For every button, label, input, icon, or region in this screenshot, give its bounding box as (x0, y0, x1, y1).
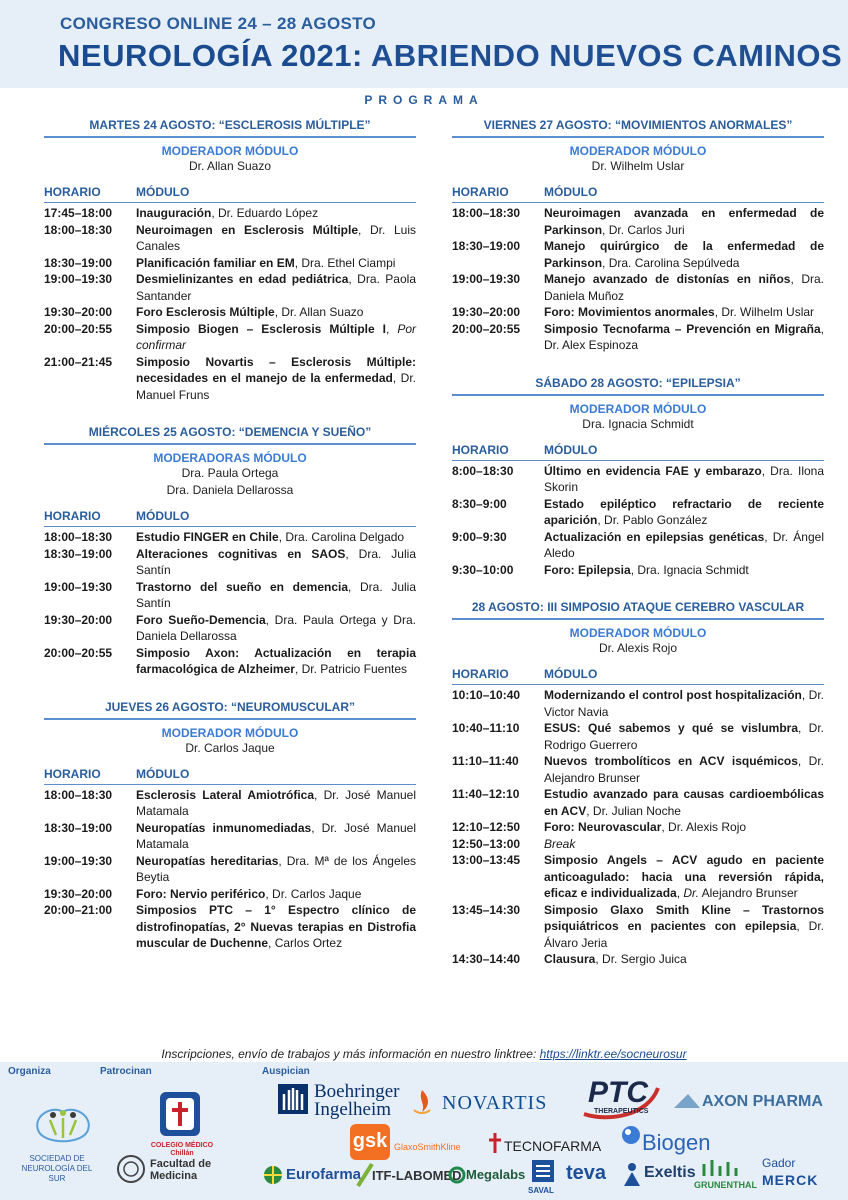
itf-labomed-logo: ITF-LABOMED (372, 1168, 462, 1183)
module-title: Foro: Nervio periférico (136, 886, 266, 901)
module-title: Foro: Epilepsia (544, 562, 631, 577)
module-title: Simposio Novartis – Esclerosis Múltiple: necesidades en el manejo de la enfermedad (136, 354, 416, 385)
row-module (544, 687, 824, 720)
module-title: Simposio Angels – ACV agudo en paciente anticoagulado: hacia una reversión rápida, eficaz e individualizada (544, 853, 824, 900)
table-row (44, 886, 416, 903)
module-title: Foro Sueño-Demencia (136, 612, 266, 627)
row-module (136, 787, 416, 820)
module-title: Neuropatías hereditarias (136, 853, 279, 868)
right-column (452, 118, 824, 968)
module-title: Inauguración (136, 206, 212, 220)
row-module (544, 205, 824, 238)
row-module (136, 529, 416, 546)
module-title: Neuroimagen en Esclerosis Múltiple (136, 222, 359, 237)
table-row (452, 271, 824, 304)
moderator-name: Dr. Allan Suazo (188, 159, 272, 173)
horario-header: HORARIO (452, 185, 509, 199)
table-row (452, 687, 824, 720)
module-speaker: , (676, 886, 684, 900)
row-module (544, 271, 824, 304)
table-row (44, 902, 416, 952)
row-module (544, 786, 824, 819)
module-italic: Por confirmar (136, 321, 417, 352)
day-title: MIÉRCOLES 25 AGOSTO: “DEMENCIA Y SUEÑO” (44, 425, 416, 445)
colegio-medico-shield-icon (158, 1090, 202, 1138)
row-module (544, 852, 824, 902)
module-speaker: , Dr. Alejandro Brunser (544, 754, 824, 785)
programa-heading: PROGRAMA (364, 93, 484, 107)
axon-pharma-logo: AXON PHARMA (702, 1093, 823, 1110)
module-title: Manejo avanzado de distonías en niños (544, 272, 791, 286)
table-row (452, 463, 824, 496)
row-time: 19:00–19:30 (44, 853, 113, 868)
module-speaker: , Dr. Julian Noche (586, 803, 681, 818)
table-row (44, 612, 416, 645)
colegio-medico-text: COLEGIO MÉDICO Chillán (150, 1142, 214, 1157)
left-column (44, 118, 416, 952)
grunenthal-logo: GRUNENTHAL (694, 1180, 757, 1190)
row-time: 11:10–11:40 (452, 754, 519, 768)
moderator-name: Dr. Carlos Jaque (185, 740, 275, 755)
congress-dates: CONGRESO ONLINE 24 – 28 AGOSTO (60, 14, 377, 33)
module-italic: Dr. (683, 886, 699, 900)
schedule-list (452, 461, 824, 579)
row-time: 9:30–10:00 (452, 562, 514, 577)
biogen-dots-icon (620, 1124, 642, 1146)
day-section (452, 376, 824, 579)
day-section (44, 700, 416, 952)
row-time: 14:30–14:40 (452, 952, 521, 966)
ptc-sub: THERAPEUTICS (594, 1108, 649, 1115)
row-time: 20:00–20:55 (44, 321, 113, 336)
module-speaker: , Dr. José Manuel Matamala (136, 787, 417, 818)
module-speaker: , Dr. Rodrigo Guerrero (544, 721, 824, 752)
module-speaker: , Dr. Eduardo López (211, 206, 319, 220)
row-time: 19:00–19:30 (452, 272, 521, 286)
row-module (136, 579, 416, 612)
table-row (452, 836, 824, 853)
schedule-list (452, 685, 824, 968)
table-row (44, 853, 416, 886)
row-module (544, 951, 824, 968)
module-speaker: , Dra. Ignacia Schmidt (630, 562, 749, 577)
module-speaker: , Dr. Allan Suazo (274, 305, 364, 319)
row-time: 10:40–11:10 (452, 721, 520, 735)
modulo-header: MÓDULO (544, 185, 598, 199)
module-speaker: , Dra. Julia Santín (136, 546, 416, 577)
table-row (44, 304, 416, 321)
gsk-sub: GlaxoSmithKline (394, 1142, 461, 1152)
row-module (544, 562, 824, 579)
day-title: MARTES 24 AGOSTO: “ESCLEROSIS MÚLTIPLE” (44, 118, 416, 138)
module-speaker: , Dra. Paula Ortega y Dra. Daniela Dellarossa (136, 612, 416, 643)
row-module (136, 902, 416, 952)
table-row (452, 951, 824, 968)
row-module (544, 304, 824, 321)
module-title: Neuroimagen avanzada en enfermedad de Parkinson (544, 206, 824, 237)
module-speaker: , Dra. Daniela Muñoz (544, 272, 825, 303)
row-time: 21:00–21:45 (44, 354, 113, 369)
moderator-name: Dra. Ignacia Schmidt (582, 416, 694, 431)
row-time: 19:00–19:30 (44, 272, 113, 286)
horario-header: HORARIO (44, 185, 101, 199)
row-module (544, 720, 824, 753)
row-time: 18:00–18:30 (44, 787, 113, 802)
row-module (544, 836, 824, 853)
footer-note-text: Inscripciones, envío de trabajos y más información en nuestro linktree: (161, 1047, 540, 1061)
ptc-logo: PTC (588, 1076, 648, 1109)
schedule-header (452, 667, 824, 685)
module-title: Manejo quirúrgico de la enfermedad de Parkinson (544, 239, 824, 270)
tecnofarma-logo: TECNOFARMA (504, 1138, 602, 1154)
row-time: 20:00–20:55 (452, 321, 521, 336)
module-title: Último en evidencia FAE y embarazo (544, 463, 762, 478)
row-time: 18:00–18:30 (44, 222, 113, 237)
module-speaker: , Dr. Carlos Jaque (265, 886, 362, 901)
organiza-label: Organiza (8, 1066, 51, 1077)
row-module (136, 546, 416, 579)
table-row (44, 645, 416, 678)
schedule-list (44, 203, 416, 403)
module-speaker: , Dr. Manuel Fruns (136, 371, 416, 402)
auspician-label: Auspician (262, 1066, 310, 1077)
moderator-label: MODERADOR MÓDULO (161, 144, 299, 158)
day-title: SÁBADO 28 AGOSTO: “EPILEPSIA” (452, 376, 824, 396)
table-row (452, 720, 824, 753)
row-module (136, 645, 416, 678)
row-module (136, 255, 416, 272)
saval-logo: SAVAL (528, 1186, 554, 1195)
module-title: Foro: Movimientos anormales (544, 305, 715, 319)
module-title: Modernizando el control post hospitalización (544, 688, 802, 702)
table-row (452, 496, 824, 529)
module-speaker: , Dr. Álvaro Jeria (544, 919, 824, 950)
boehringer-line1: Boehringer (314, 1081, 400, 1102)
row-time: 10:10–10:40 (452, 688, 521, 702)
row-module (544, 238, 824, 271)
schedule-header (452, 443, 824, 461)
patrocinan-label: Patrocinan (100, 1066, 152, 1077)
row-time: 20:00–21:00 (44, 903, 113, 917)
module-title: Esclerosis Lateral Amiotrófica (136, 787, 315, 802)
module-title: Foro Esclerosis Múltiple (136, 305, 275, 319)
sns-logo-text: SOCIEDAD DE NEUROLOGÍA DEL SUR (21, 1154, 93, 1183)
module-speaker: , Dr. Sergio Juica (595, 952, 687, 966)
row-time: 8:00–18:30 (452, 463, 514, 478)
module-speaker: , Dr. Victor Navia (544, 688, 824, 719)
table-row (44, 255, 416, 272)
module-title: Estado epiléptico refractario de reciente aparición (544, 496, 824, 527)
table-row (44, 321, 416, 354)
moderator-label: MODERADOR MÓDULO (569, 626, 707, 640)
day-section (452, 118, 824, 354)
row-time: 20:00–20:55 (44, 645, 113, 660)
gador-logo: Gador (762, 1156, 796, 1170)
horario-header: HORARIO (44, 766, 101, 781)
row-time: 8:30–9:00 (452, 496, 507, 511)
moderator-label: MODERADORAS MÓDULO (153, 451, 307, 465)
biogen-logo: Biogen (642, 1130, 711, 1155)
schedule-header (44, 185, 416, 203)
row-module (136, 222, 416, 255)
schedule-header (44, 509, 416, 527)
horario-header: HORARIO (44, 509, 101, 523)
table-row (44, 546, 416, 579)
module-title: Desmielinizantes en edad pediátrica (136, 272, 349, 286)
module-speaker: , Dr. Alexis Rojo (661, 820, 747, 834)
table-row (452, 238, 824, 271)
module-speaker: , Dra. Carolina Sepúlveda (602, 255, 740, 270)
module-speaker: , Dr. Pablo González (597, 513, 708, 527)
moderator-label: MODERADOR MÓDULO (569, 401, 707, 416)
module-title: Trastorno del sueño en demencia (136, 579, 348, 594)
module-title: ESUS: Qué sabemos y qué se vislumbra (544, 721, 798, 735)
module-speaker: , Carlos Ortez (268, 936, 343, 950)
module-title: Estudio avanzado para causas cardioembólicas en ACV (544, 787, 824, 818)
row-time: 12:10–12:50 (452, 820, 521, 834)
module-speaker-2: Alejandro Brunser (698, 886, 798, 900)
module-speaker: , (386, 321, 398, 336)
table-row (44, 354, 416, 404)
moderator-name: Dr. Wilhelm Uslar (591, 159, 685, 173)
moderator-label: MODERADOR MÓDULO (569, 144, 707, 158)
boehringer-emblem-icon (276, 1082, 310, 1116)
linktree-link[interactable]: https://linktr.ee/socneurosur (539, 1047, 687, 1061)
module-title: Nuevos trombolíticos en ACV isquémicos (544, 754, 798, 768)
row-time: 19:30–20:00 (44, 612, 113, 627)
row-module (136, 853, 416, 886)
row-time: 9:00–9:30 (452, 529, 507, 544)
novartis-logo: NOVARTIS (442, 1092, 548, 1114)
row-module (136, 271, 416, 304)
saval-icon (530, 1158, 556, 1184)
row-time: 11:40–12:10 (452, 787, 520, 801)
table-row (452, 819, 824, 836)
row-module (136, 354, 416, 404)
table-row (452, 321, 824, 354)
row-module (544, 902, 824, 952)
row-module (136, 886, 416, 903)
day-section (44, 118, 416, 403)
module-title: Simposios PTC – 1° Espectro clínico de distrofinopatías, 2° Nuevas terapias en Distrofia muscular de Duchenne (136, 903, 416, 950)
footer-note (0, 1047, 848, 1061)
row-module (136, 321, 416, 354)
schedule-list (44, 527, 416, 678)
sns-logo-icon (28, 1100, 98, 1150)
row-module (544, 463, 824, 496)
page-title (58, 38, 842, 74)
university-seal-icon (116, 1154, 146, 1184)
module-speaker: , Dr. Patricio Fuentes (294, 662, 407, 676)
table-row (44, 271, 416, 304)
teva-logo: teva (566, 1162, 607, 1184)
boehringer-line2: Ingelheim (314, 1099, 392, 1120)
modulo-header: MÓDULO (544, 442, 598, 457)
module-title: Foro: Neurovascular (544, 820, 662, 834)
row-module (136, 612, 416, 645)
merck-logo: MERCK (762, 1172, 819, 1188)
module-title: Clausura (544, 952, 596, 966)
module-title: Alteraciones cognitivas en SAOS (136, 546, 346, 561)
table-row (452, 852, 824, 902)
row-module (544, 496, 824, 529)
table-row (452, 786, 824, 819)
row-module (544, 819, 824, 836)
day-title: 28 AGOSTO: III SIMPOSIO ATAQUE CEREBRO VASCULAR (452, 600, 824, 620)
module-title: Simposio Tecnofarma – Prevención en Migraña (544, 321, 821, 336)
row-module (136, 820, 416, 853)
grunenthal-icon (700, 1158, 744, 1178)
row-time: 17:45–18:00 (44, 206, 113, 220)
module-speaker: , Dr. Alex Espinoza (544, 321, 824, 352)
megalabs-logo: Megalabs (466, 1167, 526, 1182)
table-row (452, 902, 824, 952)
table-row (44, 820, 416, 853)
row-time: 18:00–18:30 (44, 530, 113, 544)
module-title: Planificación familiar en EM (136, 255, 295, 270)
module-speaker: , Dr. José Manuel Matamala (136, 820, 416, 851)
module-title: Simposio Axon: Actualización en terapia farmacológica de Alzheimer (136, 645, 416, 676)
novartis-flame-icon (410, 1088, 434, 1114)
row-module (544, 529, 824, 562)
row-module (136, 304, 416, 321)
row-module (544, 753, 824, 786)
table-row (452, 529, 824, 562)
title-part2: ABRIENDO NUEVOS CAMINOS (362, 38, 843, 73)
modulo-header: MÓDULO (136, 185, 190, 199)
row-time: 18:30–19:00 (44, 546, 113, 561)
row-time: 18:00–18:30 (452, 206, 521, 220)
module-title: Simposio Glaxo Smith Kline – Trastornos psiquiátricos en pacientes con epilepsia (544, 902, 824, 933)
table-row (44, 529, 416, 546)
row-module (544, 321, 824, 354)
table-row (452, 205, 824, 238)
modulo-header: MÓDULO (544, 667, 598, 681)
day-title: JUEVES 26 AGOSTO: “NEUROMUSCULAR” (44, 700, 416, 720)
modulo-header: MÓDULO (136, 766, 190, 781)
table-row (44, 579, 416, 612)
schedule-header (452, 185, 824, 203)
module-speaker: , Dra. Mª de los Ángeles Beytia (136, 853, 416, 884)
moderator-name: Dra. Paula Ortega (181, 466, 279, 480)
module-speaker: , Dra. Ethel Ciampi (294, 255, 396, 270)
moderator-name: Dra. Daniela Dellarossa (166, 483, 294, 497)
row-time: 13:00–13:45 (452, 853, 521, 867)
moderator-label: MODERADOR MÓDULO (161, 725, 299, 740)
module-speaker: , Dra. Ilona Skorin (544, 463, 825, 494)
gsk-logo: gsk (350, 1124, 390, 1160)
row-time: 18:30–19:00 (452, 239, 521, 253)
table-row (44, 787, 416, 820)
module-speaker: , Dr. Carlos Juri (602, 222, 685, 237)
exeltis-figure-icon (620, 1162, 644, 1188)
title-part1: NEUROLOGÍA 2021: (58, 38, 363, 73)
module-title: Estudio FINGER en Chile (136, 530, 279, 544)
horario-header: HORARIO (452, 442, 509, 457)
row-time: 13:45–14:30 (452, 902, 521, 917)
module-speaker: , Dra. Carolina Delgado (278, 530, 405, 544)
table-row (452, 562, 824, 579)
tecnofarma-emblem-icon (488, 1132, 502, 1154)
axon-arrow-icon (672, 1092, 702, 1110)
megalabs-icon (448, 1166, 466, 1184)
row-time: 19:30–20:00 (44, 305, 113, 319)
module-speaker: , Dr. Luis Canales (136, 222, 416, 253)
module-speaker: , Dr. Ángel Aledo (544, 529, 824, 560)
row-module (136, 205, 416, 222)
eurofarma-logo: Eurofarma (286, 1166, 362, 1183)
table-row (44, 222, 416, 255)
schedule-list (452, 203, 824, 354)
eurofarma-globe-icon (262, 1164, 284, 1186)
module-italic: Break (544, 836, 576, 851)
header-banner (0, 0, 848, 88)
module-title: Neuropatías inmunomediadas (136, 820, 312, 835)
module-speaker: , Dra. Paola Santander (136, 272, 416, 303)
facultad-medicina-logo: Facultad de Medicina (150, 1158, 212, 1182)
module-speaker: , Dr. Wilhelm Uslar (714, 305, 815, 319)
moderator-name: Dr. Alexis Rojo (598, 641, 678, 655)
row-time: 19:00–19:30 (44, 579, 113, 594)
row-time: 18:30–19:00 (44, 820, 113, 835)
row-time: 19:30–20:00 (452, 305, 521, 319)
table-row (452, 304, 824, 321)
schedule-list (44, 785, 416, 952)
table-row (44, 205, 416, 222)
day-title: VIERNES 27 AGOSTO: “MOVIMIENTOS ANORMALES” (452, 118, 824, 138)
horario-header: HORARIO (452, 667, 509, 681)
day-section (44, 425, 416, 678)
schedule-header (44, 767, 416, 785)
module-speaker: , Dra. Julia Santín (136, 579, 416, 610)
day-section (452, 600, 824, 968)
table-row (452, 753, 824, 786)
module-title: Actualización en epilepsias genéticas (544, 529, 765, 544)
row-time: 12:50–13:00 (452, 836, 521, 851)
row-time: 18:30–19:00 (44, 255, 113, 270)
modulo-header: MÓDULO (136, 509, 190, 523)
module-title: Simposio Biogen – Esclerosis Múltiple I (136, 321, 386, 336)
row-time: 19:30–20:00 (44, 886, 113, 901)
exeltis-logo: Exeltis (644, 1164, 696, 1181)
sponsors-bar (0, 1062, 848, 1200)
